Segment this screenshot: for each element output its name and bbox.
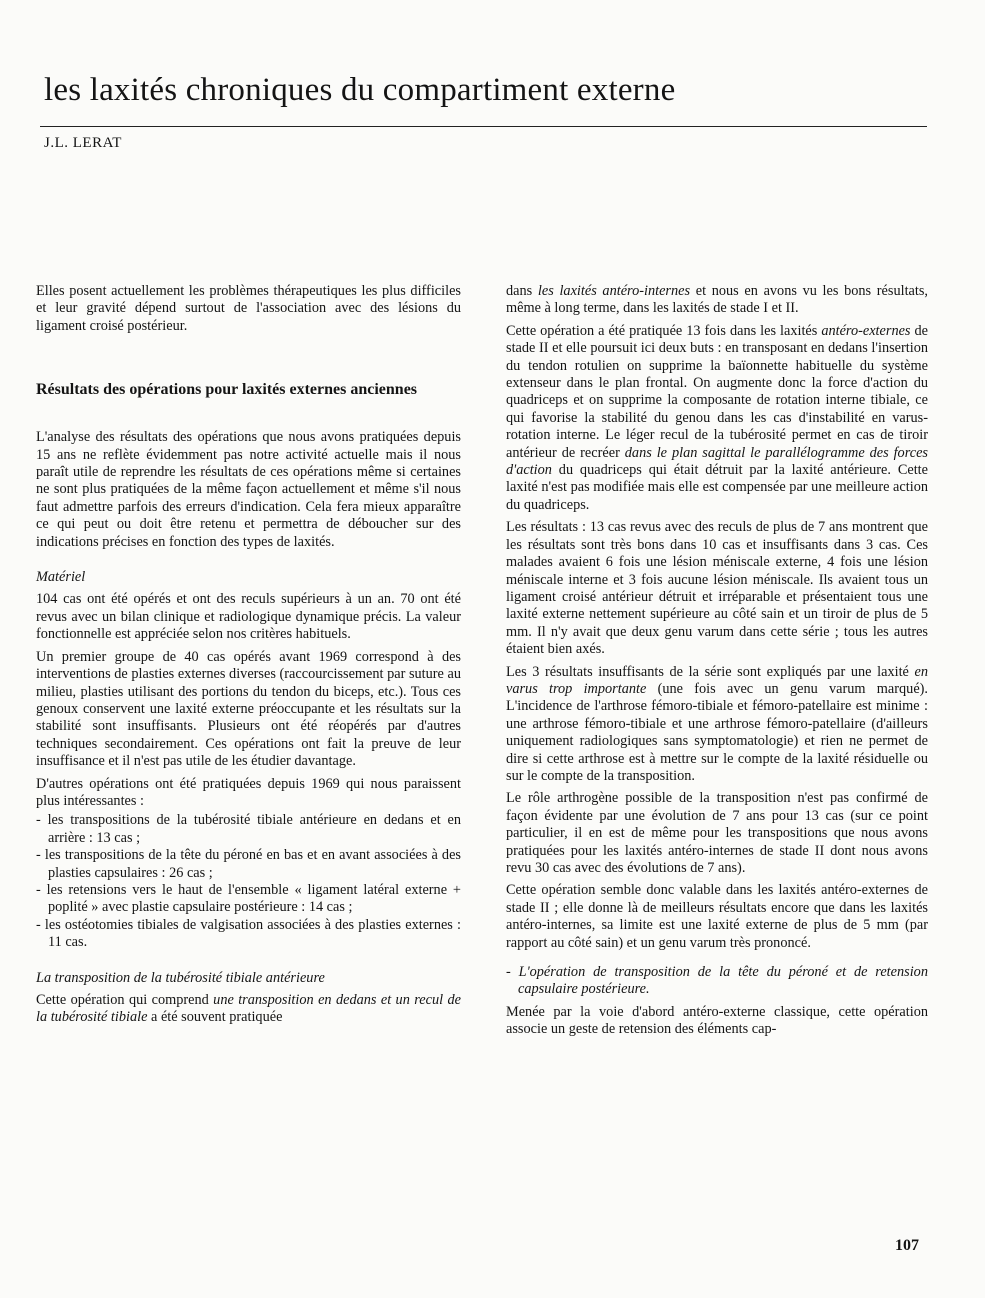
paragraph: 104 cas ont été opérés et ont des reculs supérieurs à un an. 70 ont été revus avec un bilan clinique et radiologique dynamique précis. La valeur fonctionnelle est appréciée selon nos critères habituels.	[36, 591, 461, 643]
subheading-transposition: La transposition de la tubérosité tibiale antérieure	[36, 969, 325, 986]
paragraph: Le rôle arthrogène possible de la transposition n'est pas confirmé de façon évidente par une évolution de 7 ans pour 13 cas (sur ce point particulier, il en est de même pour les transpositions que nous avons pratiquées pour les laxités antéro-internes de stade II dont nous avons revu 30 cas avec des évolutions de 7 ans).	[506, 790, 928, 876]
paragraph: Menée par la voie d'abord antéro-externe classique, cette opération associe un geste de retension des éléments cap-	[506, 1003, 928, 1038]
section-heading: Résultats des opérations pour laxités externes anciennes	[36, 381, 418, 399]
list-item: - les transpositions de la tubérosité tibiale antérieure en dedans et en arrière : 13 cas ;	[36, 812, 461, 847]
article-title: les laxités chroniques du compartiment externe	[44, 72, 676, 108]
intro-paragraph: Elles posent actuellement les problèmes thérapeutiques les plus difficiles et leur gravité dépend surtout de l'association avec des lésions du ligament croisé postérieur.	[36, 283, 461, 334]
paragraph: Cette opération qui comprend une transposition en dedans et un recul de la tubérosité tibiale a été souvent pratiquée	[36, 992, 461, 1026]
author: J.L. LERAT	[44, 135, 122, 151]
paragraph: Un premier groupe de 40 cas opérés avant 1969 correspond à des interventions de plasties externes diverses (raccourcissement par suture au milieu, plasties utilisant des portions du tendon du biceps, etc.). Tous ces genoux conservent une laxité externe préoccupante et les résultats sur la stabilité sont insuffisants. Plusieurs ont été réopérés par d'autres techniques secondairement. Ces opérations ont fait la preuve de leur insuffisance et il n'est pas utile de les étudier davantage.	[36, 648, 461, 770]
subheading-list	[506, 964, 928, 999]
paragraph: Les résultats : 13 cas revus avec des reculs de plus de 7 ans montrent que les résultats sont très bons dans 10 cas et insuffisants dans 3 cas. Ces malades avaient 6 fois une lésion méniscale externe, 4 fois une lésion méniscale interne et 3 fois aucune lésion méniscale. Ils avaient tous un ligament croisé antérieur détruit et irréparable et présentaient tous une laxité externe nettement supérieure au côté sain et un tiroir de plus de 5 mm. Il n'y avait que deux genu varum dans cette série ; tous les autres étaient bien axés.	[506, 519, 928, 658]
list-item: - les transpositions de la tête du péroné en bas et en avant associées à des plasties capsulaires : 26 cas ;	[36, 847, 461, 882]
paragraph: L'analyse des résultats des opérations que nous avons pratiquées depuis 15 ans ne reflète évidemment pas notre activité actuelle mais il nous paraît utile de reprendre les résultats de ces opérations même si certaines ne sont plus pratiquées de la même façon actuellement et même s'il nous faut admettre parfois des erreurs d'indication. Cela fera mieux apparaître ce qui peut ou doit être retenu et permettra de déboucher sur des indications précises en fonction des types de laxités.	[36, 429, 461, 550]
subheading-perone: - L'opération de transposition de la tête du péroné et de retension capsulaire postérieure.	[506, 964, 928, 999]
operations-list	[36, 812, 461, 951]
paragraph: dans les laxités antéro-internes et nous en avons vu les bons résultats, même à long terme, dans les laxités de stade I et II.	[506, 283, 929, 317]
left-column	[36, 283, 461, 1032]
subheading-materiel: Matériel	[36, 569, 86, 586]
page-number: 107	[895, 1237, 919, 1254]
paragraph: Cette opération a été pratiquée 13 fois dans les laxités antéro-externes de stade II et elle poursuit ici deux buts : en transposant en dedans l'insertion du tendon rotulien on supprime la baïonnette habituelle du système extenseur dans le plan frontal. On augmente donc la force d'action du quadriceps et on supprime la composante de rotation interne tibiale, ce qui favorise la stabilité du genou dans les cas d'instabilité en varus-rotation interne. Le léger recul de la tubérosité permet en cas de tiroir antérieur de recréer dans le plan sagittal le parallélogramme des forces d'action du quadriceps qui était détruit par la laxité antérieure. Cette laxité n'est pas modifiée mais elle est compensée par une meilleure action du quadriceps.	[506, 322, 928, 513]
list-item: - les retensions vers le haut de l'ensemble « ligament latéral externe + poplité » avec plastie capsulaire postérieure : 14 cas ;	[36, 882, 461, 917]
right-column	[506, 283, 928, 1044]
paragraph: Les 3 résultats insuffisants de la série sont expliqués par une laxité en varus trop importante (une fois avec un genu varum marqué). L'incidence de l'arthrose fémoro-tibiale et fémoro-patellaire est minime : une arthrose fémoro-tibiale et une arthrose fémoro-patellaire (d'ailleurs uniquement radiologiques sans symptomatologie) et rien ne permet de dire si cette arthrose est à mettre sur le compte de la laxité résiduelle ou sur le compte de la transposition.	[506, 663, 929, 784]
paragraph: Cette opération semble donc valable dans les laxités antéro-externes de stade II ; elle donne là de meilleurs résultats encore que dans les laxités antéro-internes, sa limite est une laxité externe de plus de 5 mm (par rapport au côté sain) et un genu varum très prononcé.	[506, 882, 928, 951]
title-rule	[40, 126, 927, 127]
paragraph: D'autres opérations ont été pratiquées depuis 1969 qui nous paraissent plus intéressantes :	[36, 775, 461, 809]
list-item: - les ostéotomies tibiales de valgisation associées à des plasties externes : 11 cas.	[36, 917, 461, 952]
